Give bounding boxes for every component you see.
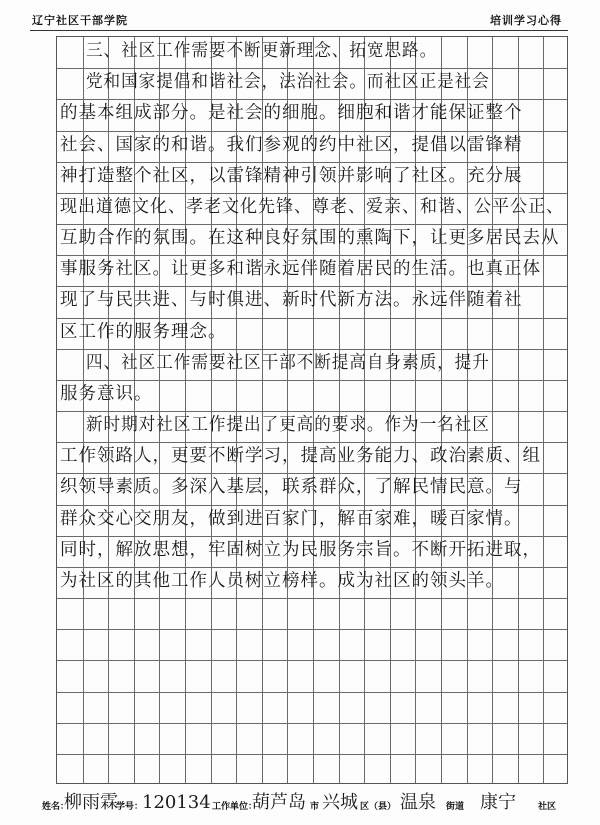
header-institution: 辽宁社区干部学院 [32, 14, 128, 27]
handwritten-line: 现了与民共进、与时俱进、新时代新方法。永远伴随着社 [60, 290, 523, 311]
header-title: 培训学习心得 [490, 14, 562, 27]
district-value: 兴城 [322, 792, 358, 813]
handwritten-line: 同时，解放思想，牢固树立为民服务宗旨。不断开拓进取， [60, 539, 541, 560]
handwritten-body [56, 36, 568, 784]
city-label: 市 [310, 802, 320, 812]
student-id-label: 学号： [116, 802, 144, 812]
footer-info [42, 790, 582, 820]
handwritten-line: 新时期对社区工作提出了更高的要求。作为一名社区 [85, 415, 490, 435]
handwritten-line: 工作领路人，更要不断学习，提高业务能力、政治素质、组 [60, 446, 541, 467]
street-value: 温泉 [400, 792, 436, 813]
handwritten-line: 事服务社区。让更多和谐永远伴随着居民的生活。也真正体 [60, 259, 541, 280]
handwritten-line: 三、社区工作需要不断更新理念、拓宽思路。 [85, 41, 437, 61]
name-label: 姓名： [42, 802, 70, 812]
handwritten-line: 党和国家提倡和谐社会，法治社会。而社区正是社会 [85, 72, 490, 93]
handwritten-line: 为社区的其他工作人员树立榜样。成为社区的领头羊。 [60, 570, 504, 591]
street-label: 街道 [446, 802, 465, 812]
handwritten-line: 现出道德文化、孝老文化先锋、尊老、爱亲、和谐、公平公正、 [60, 196, 565, 217]
student-id-value: 120134 [142, 792, 211, 813]
district-label: 区（县） [360, 802, 397, 812]
handwritten-line: 的基本组成部分。是社会的细胞。细胞和谐才能保证整个 [60, 103, 523, 124]
handwritten-line: 服务意识。 [60, 383, 153, 404]
handwritten-line: 社会、国家的和谐。我们参观的约中社区，提倡以雷锋精 [60, 134, 523, 155]
city-value: 葫芦岛 [252, 792, 306, 813]
handwritten-line: 互助合作的氛围。在这种良好氛围的熏陶下，让更多居民去从 [60, 228, 560, 248]
handwritten-line: 区工作的服务理念。 [60, 321, 227, 342]
handwritten-line: 织领导素质。多深入基层，联系群众，了解民情民意。与 [60, 477, 523, 498]
name-value: 柳雨霖 [64, 792, 118, 813]
handwritten-line: 神打造整个社区，以雷锋精神引领并影响了社区。充分展 [60, 165, 523, 186]
header-rule [30, 30, 568, 31]
community-value: 康宁 [480, 792, 516, 813]
handwritten-line: 四、社区工作需要社区干部不断提高自身素质，提升 [85, 352, 490, 373]
handwritten-line: 群众交心交朋友，做到进百家门，解百家难，暖百家情。 [60, 508, 523, 529]
community-label: 社区 [538, 802, 557, 812]
work-unit-label: 工作单位： [212, 802, 258, 812]
